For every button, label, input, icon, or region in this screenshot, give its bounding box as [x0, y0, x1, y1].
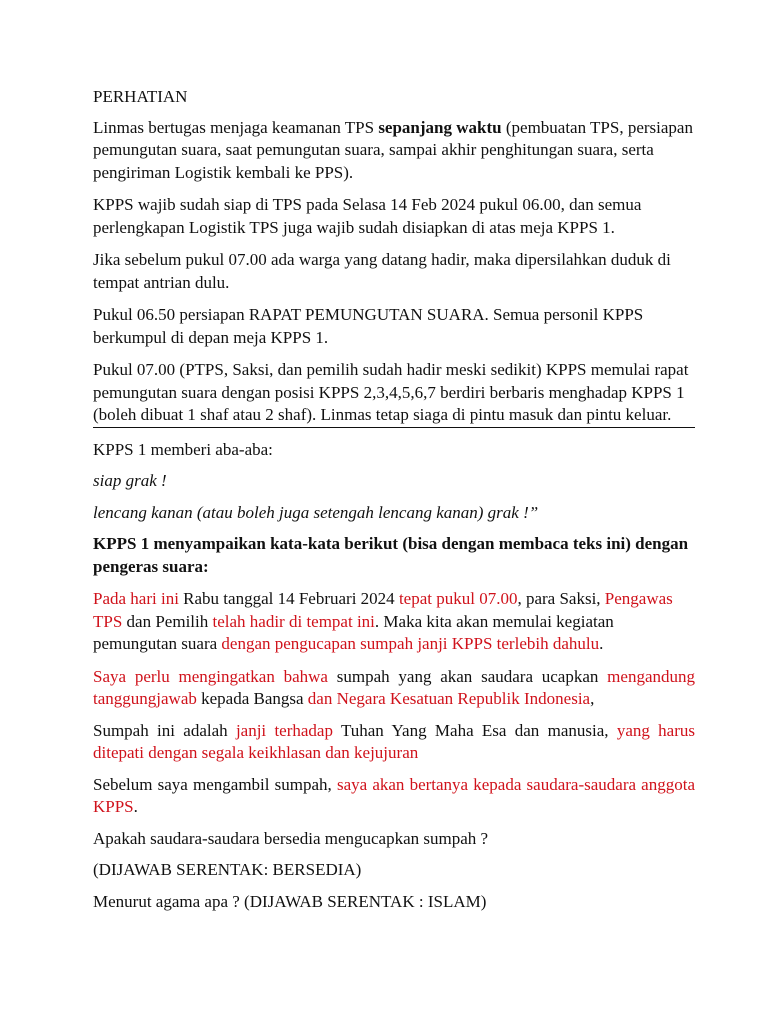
plain-text: Sumpah ini adalah [93, 720, 236, 740]
plain-text: . [599, 634, 604, 653]
paragraph-rapat-mulai: Pukul 07.00 (PTPS, Saksi, dan pemilih sudah hadir meski sedikit) KPPS memulai rapat pemungutan suara dengan posisi KPPS 2,3,4,5,6,7 berdiri berbaris menghadap KPPS 1 (boleh dibuat 1 shaf atau 2 shaf). Linmas tetap siaga di pintu masuk dan pintu keluar. [93, 360, 689, 424]
document-heading: PERHATIAN [93, 87, 188, 106]
paragraph-antrian: Jika sebelum pukul 07.00 ada warga yang datang hadir, maka dipersilahkan duduk di tempat antrian dulu. [93, 250, 671, 292]
red-text: Pada hari ini [93, 589, 179, 608]
paragraph-instruction-bold: KPPS 1 menyampaikan kata-kata berikut (bisa dengan membaca teks ini) dengan pengeras suara: [93, 534, 689, 576]
command-siap-grak: siap grak ! [93, 471, 167, 490]
plain-text: , para Saksi, [517, 589, 605, 608]
plain-text: dan Pemilih [122, 611, 213, 631]
red-text: dan Negara Kesatuan Republik Indonesia [307, 689, 591, 708]
red-text: Pengawas TPS [93, 589, 673, 631]
paragraph-linmas-text-c: (pembuatan TPS, persiapan pemungutan suara, saat pemungutan suara, sampai akhir penghitungan suara, serta pengiriman Logistik kembali ke PPS). [93, 117, 693, 182]
red-text: tepat pukul 07.00 [398, 589, 518, 608]
red-text: Saya perlu mengingatkan bahwa [93, 666, 328, 686]
paragraph-linmas [93, 117, 695, 185]
plain-text: kepada Bangsa [196, 689, 308, 708]
plain-text: Rabu tanggal 14 Februari 2024 [178, 589, 399, 608]
document-body [93, 86, 695, 913]
red-text: dengan pengucapan sumpah janji KPPS terlebih dahulu [221, 634, 600, 653]
red-text: yang harus ditepati dengan segala keikhlasan dan kejujuran [93, 720, 695, 762]
paragraph-linmas-bold: sepanjang waktu [378, 117, 502, 137]
paragraph-pembukaan [93, 588, 695, 656]
plain-text: , [590, 689, 595, 708]
paragraph-jawaban-bersedia: (DIJAWAB SERENTAK: BERSEDIA) [93, 860, 362, 879]
red-text: telah hadir di tempat ini [212, 611, 375, 631]
paragraph-kpps-siap: KPPS wajib sudah siap di TPS pada Selasa 14 Feb 2024 pukul 06.00, dan semua perlengkapan Logistik TPS juga wajib sudah disiapkan di atas meja KPPS 1. [93, 195, 642, 237]
plain-text: sumpah yang akan saudara ucapkan [327, 666, 608, 686]
command-lencang-kanan: lencang kanan (atau boleh juga setengah lencang kanan) grak !” [93, 502, 539, 522]
paragraph-persiapan-rapat: Pukul 06.50 persiapan RAPAT PEMUNGUTAN SUARA. Semua personil KPPS berkumpul di depan meja KPPS 1. [93, 305, 644, 347]
paragraph-mengingatkan [93, 666, 695, 711]
red-text: saya akan bertanya kepada saudara-saudara anggota KPPS [93, 774, 695, 816]
paragraph-sebelum-sumpah [93, 774, 695, 819]
paragraph-pertanyaan-bersedia: Apakah saudara-saudara bersedia mengucapkan sumpah ? [93, 828, 489, 848]
red-text: mengandung tanggungjawab [93, 666, 695, 708]
plain-text: Tuhan Yang Maha Esa dan manusia, [332, 720, 617, 740]
red-text: janji terhadap [235, 720, 333, 740]
paragraph-pertanyaan-agama: Menurut agama apa ? (DIJAWAB SERENTAK : ISLAM) [93, 891, 487, 911]
paragraph-aba-aba: KPPS 1 memberi aba-aba: [93, 439, 273, 459]
paragraph-sumpah-janji [93, 720, 695, 765]
section-divider [93, 427, 695, 428]
paragraph-linmas-text-a: Linmas bertugas menjaga keamanan TPS [93, 117, 379, 137]
plain-text: . [133, 797, 138, 816]
plain-text: . Maka kita akan memulai kegiatan pemungutan suara [93, 611, 614, 653]
plain-text: Sebelum saya mengambil sumpah, [93, 774, 337, 794]
